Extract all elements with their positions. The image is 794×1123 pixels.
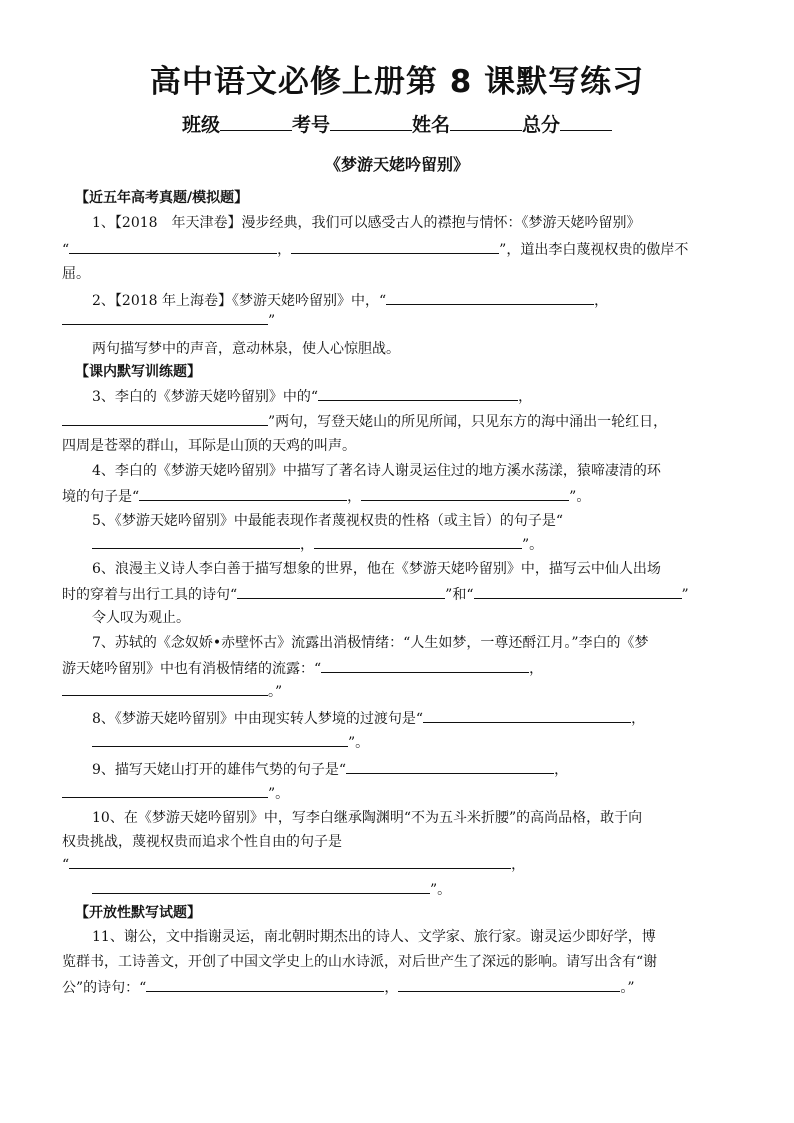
class-blank[interactable] (220, 112, 292, 131)
q6-line-1: 6、浪漫主义诗人李白善于描写想象的世界，他在《梦游天姥吟留别》中，描写云中仙人出场 (92, 561, 661, 577)
q8-line-1: 8、《梦游天姥吟留别》中由现实转人梦境的过渡句是“ ， (92, 707, 645, 728)
answer-blank[interactable] (62, 680, 268, 696)
q5-line-1: 5、《梦游天姥吟留别》中最能表现作者蔑视权贵的性格（或主旨）的句子是“ (92, 513, 564, 529)
q10-line-3: “ ， (62, 853, 525, 874)
q4-line-1: 4、李白的《梦游天姥吟留别》中描写了著名诗人谢灵运住过的地方溪水荡漾，猿啼凄清的环 (92, 463, 661, 479)
q2-line-3: 两句描写梦中的声音，意动林泉，使人心惊胆战。 (92, 341, 400, 357)
q1-line-3: 屈。 (62, 266, 90, 282)
answer-blank[interactable] (474, 583, 682, 599)
section-heading-exam: 【近五年高考真题/模拟题】 (75, 190, 249, 206)
score-blank[interactable] (560, 112, 612, 131)
q3-line-1: 3、李白的《梦游天姥吟留别》中的“ ， (92, 385, 532, 406)
q6-line-3: 令人叹为观止。 (92, 610, 190, 626)
answer-blank[interactable] (398, 976, 620, 992)
answer-blank[interactable] (92, 533, 300, 549)
answer-blank[interactable] (62, 410, 268, 426)
answer-blank[interactable] (321, 657, 529, 673)
answer-blank[interactable] (314, 533, 522, 549)
q7-line-3: 。” (62, 680, 282, 701)
q3-line-3: 四周是苍翠的群山，耳际是山顶的天鸡的叫声。 (62, 438, 356, 454)
exam-number-blank[interactable] (330, 112, 412, 131)
q4-line-2: 境的句子是“ ， ”。 (62, 485, 590, 506)
name-label: 姓名 (412, 114, 451, 136)
score-label: 总分 (522, 114, 561, 136)
q3-line-2: ”两句，写登天姥山的所见所闻，只见东方的海中涌出一轮红日， (62, 410, 667, 431)
answer-blank[interactable] (291, 238, 499, 254)
answer-blank[interactable] (318, 385, 518, 401)
q7-line-2: 游天姥吟留别》中也有消极情绪的流露：“ ， (62, 657, 543, 678)
q8-line-2: ”。 (92, 731, 369, 752)
answer-blank[interactable] (62, 309, 268, 325)
section-heading-open: 【开放性默写试题】 (75, 905, 201, 921)
poem-title: 《梦游天姥吟留别》 (324, 155, 469, 174)
answer-blank[interactable] (92, 878, 430, 894)
answer-blank[interactable] (237, 583, 445, 599)
q10-line-1: 10、在《梦游天姥吟留别》中，写李白继承陶渊明“不为五斗米折腰”的高尚品格，敢于向 (92, 810, 643, 826)
q11-line-2: 览群书，工诗善文，开创了中国文学史上的山水诗派，对后世产生了深远的影响。请写出含有“谢 (62, 954, 658, 970)
q2-line-1: 2、【2018 年上海卷】《梦游天姥吟留别》中，“ ， (92, 289, 608, 310)
answer-blank[interactable] (423, 707, 631, 723)
q9-line-2: ”。 (62, 782, 289, 803)
q1-line-2: “ ， ”，道出李白蔑视权贵的傲岸不 (62, 238, 688, 259)
answer-blank[interactable] (69, 238, 277, 254)
answer-blank[interactable] (386, 289, 594, 305)
q9-line-1: 9、描写天姥山打开的雄伟气势的句子是“ ， (92, 758, 568, 779)
class-label: 班级 (181, 114, 220, 136)
q1-line-1: 1、【2018 年天津卷】漫步经典，我们可以感受古人的襟抱与情怀：《梦游天姥吟留别》 (92, 215, 641, 231)
q10-line-2: 权贵挑战，蔑视权贵而追求个性自由的句子是 (62, 834, 342, 850)
q5-line-2: ， ”。 (92, 533, 543, 554)
exam-number-label: 考号 (291, 114, 330, 136)
answer-blank[interactable] (92, 731, 348, 747)
q6-line-2: 时的穿着与出行工具的诗句“ ”和“ ” (62, 583, 689, 604)
q11-line-1: 11、谢公，文中指谢灵运，南北朝时期杰出的诗人、文学家、旅行家。谢灵运少即好学，博 (92, 929, 656, 945)
q2-line-2: ” (62, 309, 275, 329)
q10-line-4: ”。 (92, 878, 451, 899)
answer-blank[interactable] (69, 853, 511, 869)
q11-line-3: 公”的诗句：“ ， 。” (62, 976, 635, 997)
section-heading-drill: 【课内默写训练题】 (75, 364, 201, 380)
student-info-row (0, 110, 794, 137)
page-title: 高中语文必修上册第 8 课默写练习 (149, 64, 645, 100)
answer-blank[interactable] (62, 782, 268, 798)
answer-blank[interactable] (139, 485, 347, 501)
q7-line-1: 7、苏轼的《念奴娇•赤壁怀古》流露出消极情绪：“人生如梦，一尊还酹江月。”李白的《梦 (92, 635, 649, 651)
answer-blank[interactable] (346, 758, 554, 774)
answer-blank[interactable] (146, 976, 384, 992)
answer-blank[interactable] (361, 485, 569, 501)
name-blank[interactable] (450, 112, 522, 131)
